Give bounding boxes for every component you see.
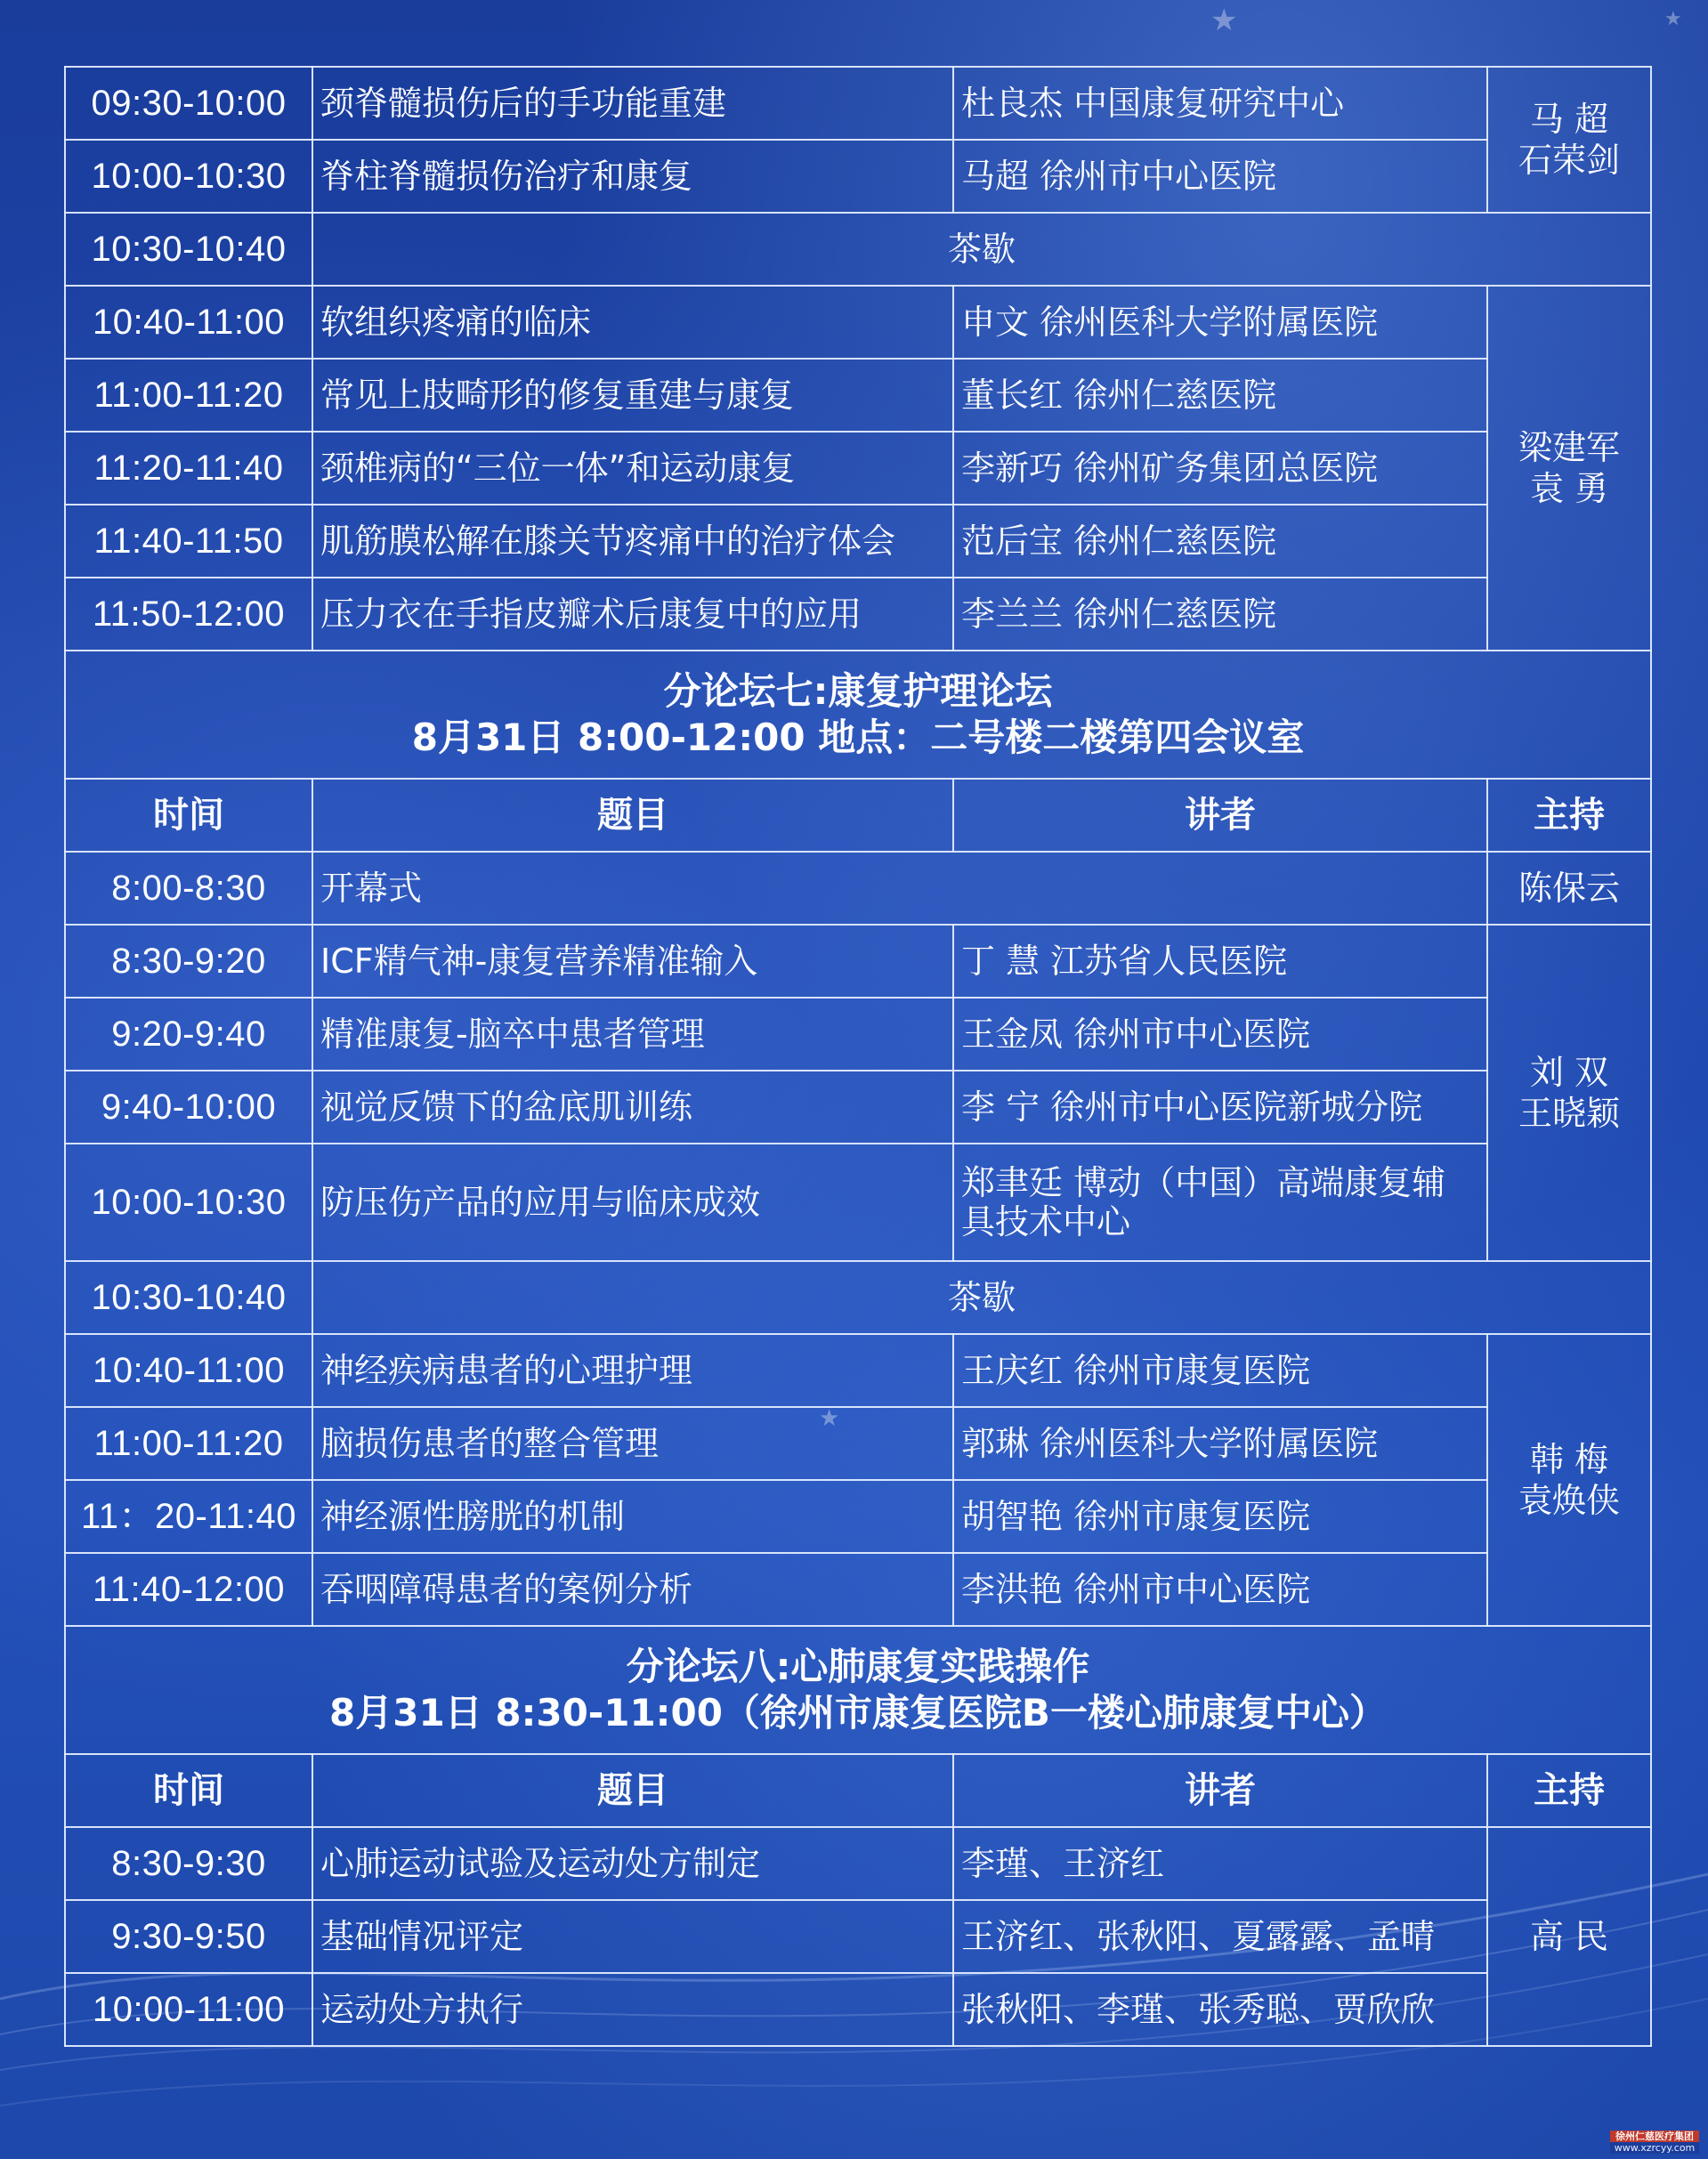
table-row xyxy=(65,359,1651,432)
host-name: 袁 勇 xyxy=(1529,469,1609,508)
speaker-cell: 李 宁 徐州市中心医院新城分院 xyxy=(953,1071,1487,1144)
speaker-cell: 董长红 徐州仁慈医院 xyxy=(953,359,1487,432)
topic-cell: 防压伤产品的应用与临床成效 xyxy=(312,1144,953,1261)
table-row xyxy=(65,432,1651,505)
table-row xyxy=(65,505,1651,578)
topic-cell: 颈椎病的“三位一体”和运动康复 xyxy=(312,432,953,505)
table-row xyxy=(65,1973,1651,2046)
speaker-cell: 丁 慧 江苏省人民医院 xyxy=(953,925,1487,998)
table-row xyxy=(65,998,1651,1071)
table-row xyxy=(65,140,1651,213)
forum7-title-cell xyxy=(65,651,1651,779)
host-cell xyxy=(1487,1334,1651,1626)
topic-cell: 精准康复-脑卒中患者管理 xyxy=(312,998,953,1071)
forum8-title-cell xyxy=(65,1626,1651,1754)
speaker-cell: 王庆红 徐州市康复医院 xyxy=(953,1334,1487,1407)
column-header-row xyxy=(65,779,1651,852)
table-row xyxy=(65,1407,1651,1480)
topic-cell: 开幕式 xyxy=(312,852,1487,925)
table-row-break xyxy=(65,213,1651,286)
time-cell: 8:30-9:30 xyxy=(65,1827,312,1900)
watermark-name: 徐州仁慈医疗集团 xyxy=(1610,2131,1699,2142)
column-header-row xyxy=(65,1754,1651,1827)
host-cell: 陈保云 xyxy=(1487,852,1651,925)
host-name: 马 超 xyxy=(1529,100,1609,139)
host-name: 石荣剑 xyxy=(1518,141,1620,180)
speaker-cell: 李新巧 徐州矿务集团总医院 xyxy=(953,432,1487,505)
section-header-row xyxy=(65,651,1651,779)
table-row xyxy=(65,1900,1651,1973)
header-speaker: 讲者 xyxy=(953,1754,1487,1827)
host-cell xyxy=(1487,67,1651,213)
host-name: 韩 梅 xyxy=(1529,1440,1609,1479)
break-cell: 茶歇 xyxy=(312,213,1651,286)
star-decoration-icon: ★ xyxy=(819,1404,840,1431)
host-name: 梁建军 xyxy=(1518,428,1620,467)
speaker-cell: 张秋阳、李瑾、张秀聪、贾欣欣 xyxy=(953,1973,1487,2046)
speaker-cell: 申文 徐州医科大学附属医院 xyxy=(953,286,1487,359)
time-cell: 10:40-11:00 xyxy=(65,1334,312,1407)
table-row xyxy=(65,1334,1651,1407)
time-cell: 11:00-11:20 xyxy=(65,359,312,432)
header-speaker: 讲者 xyxy=(953,779,1487,852)
topic-cell: 脑损伤患者的整合管理 xyxy=(312,1407,953,1480)
table-row xyxy=(65,925,1651,998)
agenda-table-container xyxy=(64,66,1650,2047)
topic-cell: 颈脊髓损伤后的手功能重建 xyxy=(312,67,953,140)
time-cell: 9:40-10:00 xyxy=(65,1071,312,1144)
table-row xyxy=(65,578,1651,651)
forum8-subtitle: 8月31日 8:30-11:00（徐州市康复医院B一楼心肺康复中心） xyxy=(329,1691,1387,1734)
topic-cell: 常见上肢畸形的修复重建与康复 xyxy=(312,359,953,432)
time-cell: 11:20-11:40 xyxy=(65,432,312,505)
header-time: 时间 xyxy=(65,1754,312,1827)
time-cell: 11:00-11:20 xyxy=(65,1407,312,1480)
section-header-row xyxy=(65,1626,1651,1754)
topic-cell: 神经疾病患者的心理护理 xyxy=(312,1334,953,1407)
forum8-title: 分论坛八:心肺康复实践操作 xyxy=(626,1645,1090,1688)
topic-cell: 心肺运动试验及运动处方制定 xyxy=(312,1827,953,1900)
speaker-cell: 杜良杰 中国康复研究中心 xyxy=(953,67,1487,140)
forum7-subtitle: 8月31日 8:00-12:00 地点：二号楼二楼第四会议室 xyxy=(411,716,1305,759)
time-cell: 11:40-11:50 xyxy=(65,505,312,578)
host-name: 刘 双 xyxy=(1529,1053,1609,1092)
time-cell: 11:50-12:00 xyxy=(65,578,312,651)
speaker-cell: 范后宝 徐州仁慈医院 xyxy=(953,505,1487,578)
host-cell: 高 民 xyxy=(1487,1827,1651,2046)
speaker-cell: 郑聿廷 博动（中国）高端康复辅具技术中心 xyxy=(953,1144,1487,1261)
speaker-cell: 郭琳 徐州医科大学附属医院 xyxy=(953,1407,1487,1480)
header-topic: 题目 xyxy=(312,1754,953,1827)
host-cell xyxy=(1487,925,1651,1261)
time-cell: 10:40-11:00 xyxy=(65,286,312,359)
topic-cell: 压力衣在手指皮瓣术后康复中的应用 xyxy=(312,578,953,651)
header-time: 时间 xyxy=(65,779,312,852)
agenda-table xyxy=(64,66,1652,2047)
watermark-logo xyxy=(1610,2131,1699,2154)
time-cell: 09:30-10:00 xyxy=(65,67,312,140)
break-cell: 茶歇 xyxy=(312,1261,1651,1334)
time-cell: 10:00-11:00 xyxy=(65,1973,312,2046)
speaker-cell: 李洪艳 徐州市中心医院 xyxy=(953,1553,1487,1626)
table-row xyxy=(65,67,1651,140)
topic-cell: ICF精气神-康复营养精准输入 xyxy=(312,925,953,998)
speaker-cell: 李瑾、王济红 xyxy=(953,1827,1487,1900)
topic-cell: 神经源性膀胱的机制 xyxy=(312,1480,953,1553)
time-cell: 10:00-10:30 xyxy=(65,1144,312,1261)
speaker-cell: 李兰兰 徐州仁慈医院 xyxy=(953,578,1487,651)
topic-cell: 运动处方执行 xyxy=(312,1973,953,2046)
host-cell xyxy=(1487,286,1651,651)
time-cell: 9:20-9:40 xyxy=(65,998,312,1071)
star-decoration-icon: ★ xyxy=(1664,7,1682,29)
table-row xyxy=(65,1071,1651,1144)
topic-cell: 吞咽障碍患者的案例分析 xyxy=(312,1553,953,1626)
time-cell: 9:30-9:50 xyxy=(65,1900,312,1973)
speaker-cell: 胡智艳 徐州市康复医院 xyxy=(953,1480,1487,1553)
header-host: 主持 xyxy=(1487,1754,1651,1827)
table-row xyxy=(65,852,1651,925)
table-row xyxy=(65,1827,1651,1900)
table-row-break xyxy=(65,1261,1651,1334)
table-row xyxy=(65,1480,1651,1553)
speaker-cell: 马超 徐州市中心医院 xyxy=(953,140,1487,213)
time-cell: 10:30-10:40 xyxy=(65,213,312,286)
time-cell: 10:00-10:30 xyxy=(65,140,312,213)
host-name: 王晓颖 xyxy=(1518,1094,1620,1133)
speaker-cell: 王金凤 徐州市中心医院 xyxy=(953,998,1487,1071)
speaker-cell: 王济红、张秋阳、夏露露、孟晴 xyxy=(953,1900,1487,1973)
topic-cell: 基础情况评定 xyxy=(312,1900,953,1973)
header-topic: 题目 xyxy=(312,779,953,852)
table-row xyxy=(65,1144,1651,1261)
topic-cell: 肌筋膜松解在膝关节疼痛中的治疗体会 xyxy=(312,505,953,578)
topic-cell: 软组织疼痛的临床 xyxy=(312,286,953,359)
time-cell: 10:30-10:40 xyxy=(65,1261,312,1334)
topic-cell: 脊柱脊髓损伤治疗和康复 xyxy=(312,140,953,213)
header-host: 主持 xyxy=(1487,779,1651,852)
time-cell: 8:30-9:20 xyxy=(65,925,312,998)
watermark-url: www.xzrcyy.com xyxy=(1610,2142,1699,2154)
table-row xyxy=(65,286,1651,359)
table-row xyxy=(65,1553,1651,1626)
time-cell: 8:00-8:30 xyxy=(65,852,312,925)
topic-cell: 视觉反馈下的盆底肌训练 xyxy=(312,1071,953,1144)
time-cell: 11：20-11:40 xyxy=(65,1480,312,1553)
star-decoration-icon: ★ xyxy=(1210,4,1238,37)
forum7-title: 分论坛七:康复护理论坛 xyxy=(663,669,1053,713)
time-cell: 11:40-12:00 xyxy=(65,1553,312,1626)
host-name: 袁焕侠 xyxy=(1518,1481,1620,1520)
